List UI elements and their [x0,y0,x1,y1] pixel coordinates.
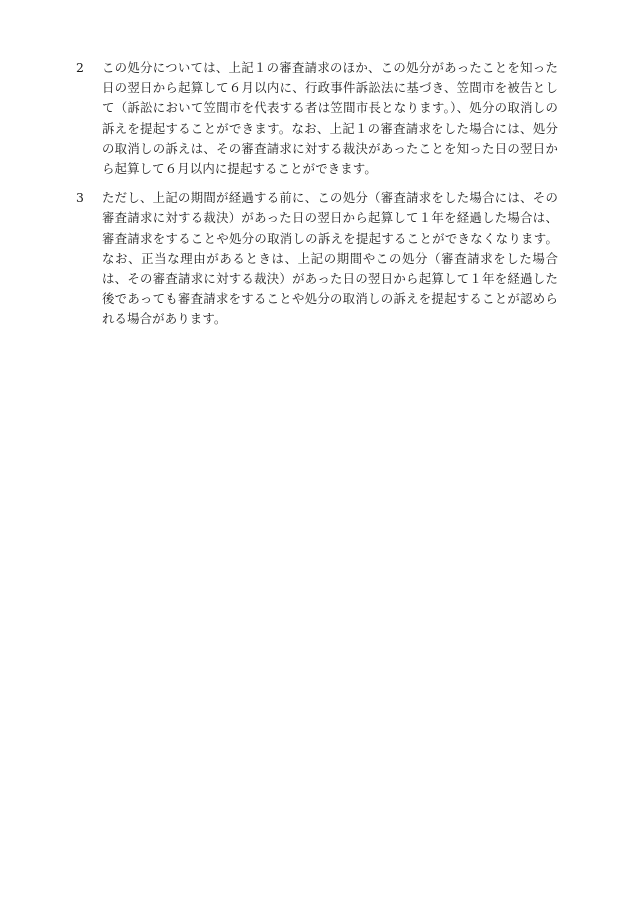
paragraph-text: ただし、上記の期間が経過する前に、この処分（審査請求をした場合には、その審査請求に対する裁決）があった日の翌日から起算して１年を経過した場合は、審査請求をすることや処分の取消しの訴えを提起することができなくなります。なお、正当な理由があるときは、上記の期間やこの処分（審査請求をした場合は、その審査請求に対する裁決）があった日の翌日から起算して１年を経過した後であっても審査請求をすることや処分の取消しの訴えを提起することが認められる場合があります。 [102,190,558,327]
paragraph-2 [76,58,558,179]
paragraph-number: 3 [76,190,85,206]
paragraph-3 [76,188,558,329]
paragraph-number: 2 [76,60,85,75]
paragraph-text: この処分については、上記１の審査請求のほか、この処分があったことを知った日の翌日から起算して６月以内に、行政事件訴訟法に基づき、笠間市を被告として（訴訟において笠間市を代表する者は笠間市長となります。）、処分の取消しの訴えを提起することができます。なお、上記１の審査請求をした場合には、処分の取消しの訴えは、その審査請求に対する裁決があったことを知った日の翌日から起算して６月以内に提起することができます。 [102,60,558,177]
